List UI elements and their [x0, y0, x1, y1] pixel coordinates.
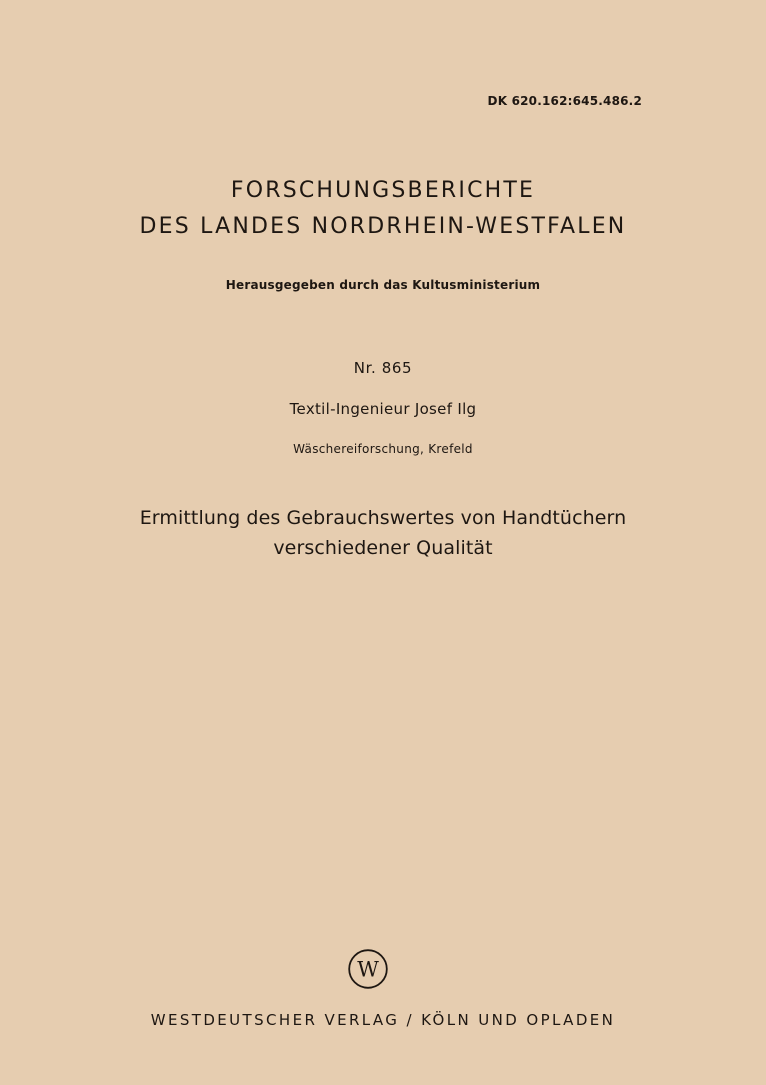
- author-affiliation: Wäschereiforschung, Krefeld: [293, 442, 473, 456]
- publisher-monogram-logo: [347, 948, 389, 990]
- report-title-line-1: Ermittlung des Gebrauchswertes von Handtüchern: [139, 507, 627, 529]
- report-number: Nr. 865: [353, 359, 413, 377]
- publisher-imprint: WESTDEUTSCHER VERLAG / KÖLN UND OPLADEN: [150, 1011, 616, 1029]
- series-title-line-1: FORSCHUNGSBERICHTE: [230, 178, 536, 203]
- logo-letter: W: [357, 957, 379, 982]
- publisher-note: Herausgegeben durch das Kultusministerium: [225, 278, 541, 292]
- report-title-line-2: verschiedener Qualität: [273, 537, 493, 559]
- series-title-line-2: DES LANDES NORDRHEIN-WESTFALEN: [139, 214, 627, 239]
- classification-code: DK 620.162:645.486.2: [487, 94, 642, 108]
- author-name: Textil-Ingenieur Josef Ilg: [289, 400, 477, 418]
